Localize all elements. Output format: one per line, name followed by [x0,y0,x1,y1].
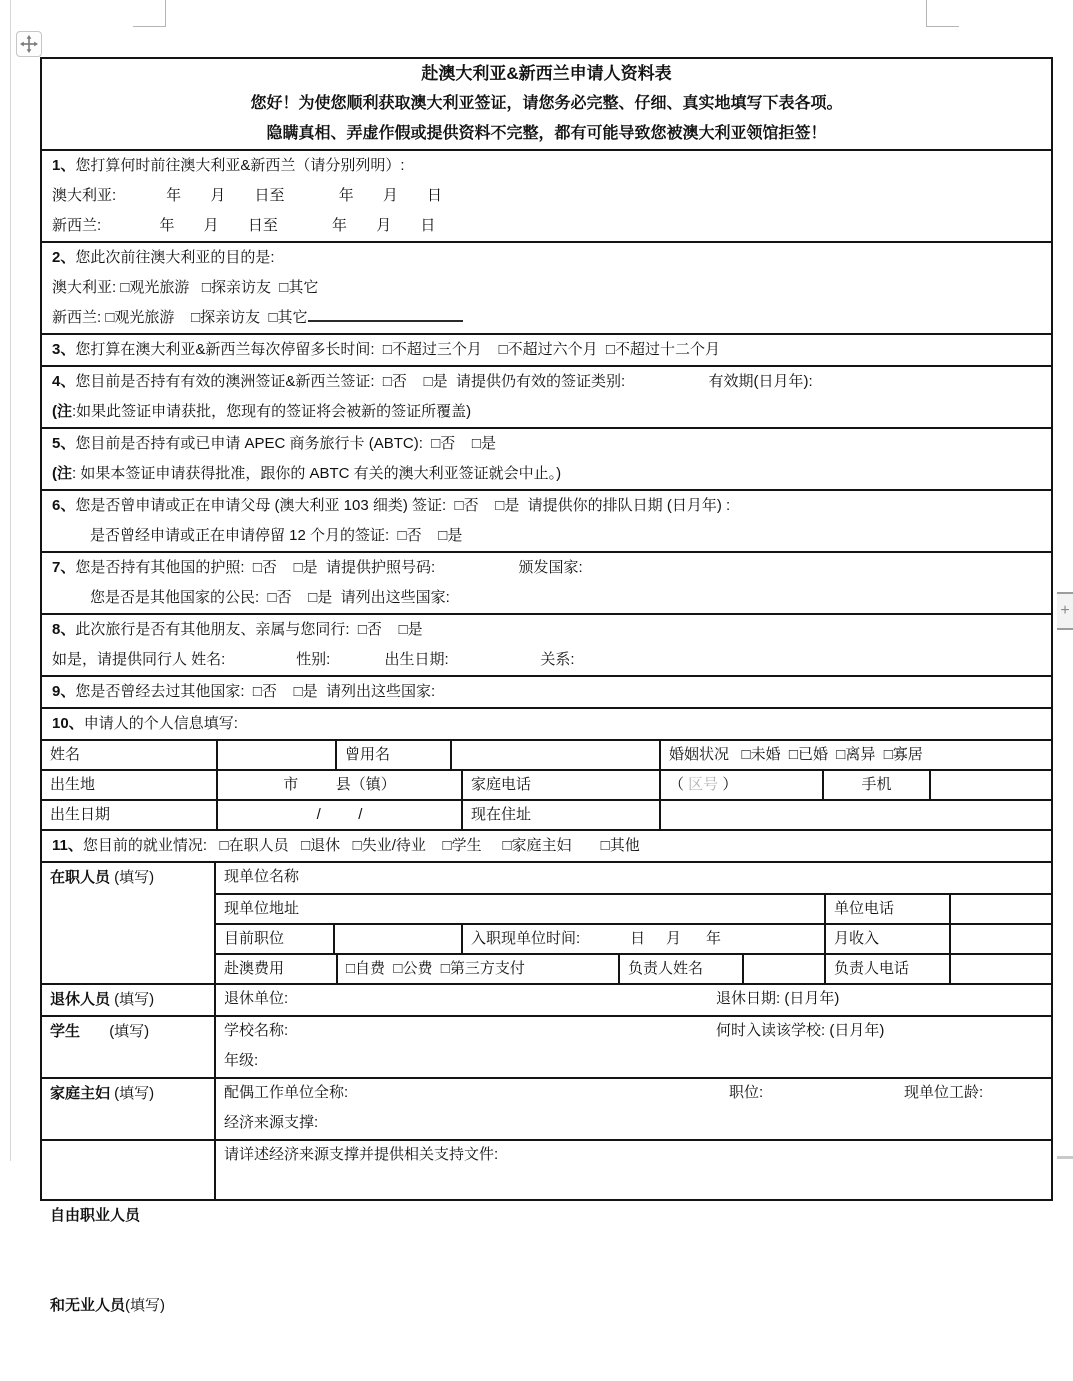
section-9-number: 9、 [52,683,76,700]
section-11-number: 11、 [52,837,83,854]
mobile-label: 手机 [822,771,929,799]
area-code-cell[interactable] [659,771,822,799]
name-label: 姓名 [50,746,81,763]
sponsor-name-label: 负责人姓名 [618,955,742,983]
sponsor-phone-label: 负责人电话 [824,955,949,983]
section-4-question[interactable]: 您目前是否持有有效的澳洲签证&新西兰签证: □否 □是 请提供仍有效的签证类别: 有效期(日月年): [75,373,813,390]
section-5-note-prefix: (注 [52,465,72,482]
section-2-australia-options[interactable]: 澳大利亚: □观光旅游 □探亲访友 □其它 [52,279,319,296]
retired-fill-hint: (填写) [110,991,155,1008]
table-move-handle[interactable] [16,31,42,57]
section-6-question-2[interactable]: 是否曾经申请或正在申请停留 12 个月的签证: □否 □是 [90,527,463,544]
section-11-employment-status [42,829,1051,861]
form-title: 赴澳大利亚&新西兰申请人资料表 [421,64,672,83]
personal-row-birthplace [42,769,1051,799]
start-time-cell[interactable]: 入职现单位时间: 日 月 年 [461,925,824,953]
section-4-note-prefix: (注 [52,403,72,420]
plus-icon: + [1060,602,1070,619]
address-label: 现在住址 [461,801,659,829]
freelancer-label-line2: 和无业人员 [50,1297,126,1314]
personal-row-name [42,739,1051,769]
employed-label: 在职人员 [50,869,111,886]
area-code-paren-open: （ [669,776,689,793]
company-address-label[interactable]: 现单位地址 [224,900,300,917]
employment-retired-block [42,983,1051,1015]
section-10-number: 10、 [52,715,84,732]
income-label: 月收入 [824,925,949,953]
section-3-options[interactable]: 您打算在澳大利亚&新西兰每次停留多长时间: □不超过三个月 □不超过六个月 □不超过十二个月 [75,341,721,358]
section-5-note: : 如果本签证申请获得批准，跟你的 ABTC 有关的澳大利亚签证就会中止。) [72,465,562,482]
section-8-question[interactable]: 此次旅行是否有其他朋友、亲属与您同行: □否 □是 [75,621,423,638]
grade-label[interactable]: 年级: [224,1052,259,1069]
section-8-companion-fields[interactable]: 如是，请提供同行人 姓名: 性别: 出生日期: 关系: [52,651,575,668]
section-6-parent-visa [42,489,1051,551]
section-8-number: 8、 [52,621,76,638]
company-phone-input-cell[interactable] [949,895,1051,923]
section-6-question-1[interactable]: 您是否曾申请或正在申请父母 (澳大利亚 103 细类) 签证: □否 □是 请提供你的排队日期 (日月年) : [75,497,731,514]
visa-application-form-table [40,57,1053,1314]
section-3-stay-duration [42,333,1051,365]
section-1-australia-dates[interactable]: 澳大利亚: 年 月 日至 年 月 日 [52,187,443,204]
income-support-label[interactable]: 经济来源支撑: [224,1114,319,1131]
section-9-question[interactable]: 您是否曾经去过其他国家: □否 □是 请列出这些国家: [75,683,436,700]
section-10-title: 申请人的个人信息填写: [83,715,238,732]
employment-employed-block [42,861,1051,983]
dob-label: 出生日期 [50,806,111,823]
section-1-travel-dates [42,149,1051,241]
section-11-options[interactable]: 您目前的就业情况: □在职人员 □退休 □失业/待业 □学生 □家庭主妇 □其他 [82,837,640,854]
section-4-current-visa [42,365,1051,427]
sponsor-phone-input-cell[interactable] [949,955,1051,983]
freelancer-fill-hint: (填写) [125,1297,166,1314]
form-subtitle-2: 隐瞒真相、弄虚作假或提供资料不完整，都有可能导致您被澳大利亚领馆拒签！ [266,125,827,142]
retired-date-label[interactable]: 退休日期: (日月年) [716,990,840,1007]
retired-unit-label[interactable]: 退休单位: [224,990,289,1007]
section-1-title: 您打算何时前往澳大利亚&新西兰（请分别列明）: [75,157,405,174]
employment-housewife-block [42,1077,1051,1139]
section-2-purpose [42,241,1051,333]
personal-row-dob [42,799,1051,829]
income-input-cell[interactable] [949,925,1051,953]
section-5-abtc [42,427,1051,489]
scrollbar-corner-sliver [1057,1156,1073,1159]
employed-fill-hint: (填写) [110,869,155,886]
city-county-cell[interactable]: 市 县（镇） [216,771,461,799]
section-4-number: 4、 [52,373,76,390]
section-7-question-2[interactable]: 您是否是其他国家的公民: □否 □是 请列出这些国家: [90,589,450,606]
area-code-paren-close: ） [718,776,738,793]
section-3-number: 3、 [52,341,76,358]
section-5-question[interactable]: 您目前是否持有或已申请 APEC 商务旅行卡 (ABTC): □否 □是 [75,435,496,452]
position-label: 目前职位 [224,930,285,947]
trip-cost-label: 赴澳费用 [224,960,285,977]
employment-student-block [42,1015,1051,1077]
section-2-title: 您此次前往澳大利亚的目的是: [75,249,275,266]
mobile-input-cell[interactable] [929,771,1051,799]
text-boundary-cropmark-right [926,0,959,27]
spouse-unit-label[interactable]: 配偶工作单位全称: [224,1084,349,1101]
name-input-cell[interactable] [216,741,335,769]
address-input-cell[interactable] [659,801,1051,829]
freelancer-support-text[interactable]: 请详述经济来源支撑并提供相关支持文件: [224,1146,499,1163]
company-name-label[interactable]: 现单位名称 [224,868,300,885]
company-phone-label: 单位电话 [824,895,949,923]
section-7-question-1[interactable]: 您是否持有其他国的护照: □否 □是 请提供护照号码: 颁发国家: [75,559,583,576]
section-1-number: 1、 [52,157,76,174]
home-phone-label: 家庭电话 [461,771,659,799]
former-name-input-cell[interactable] [450,741,659,769]
marital-status-options[interactable]: 婚姻状况 □未婚 □已婚 □离异 □寡居 [659,741,1051,769]
sponsor-name-input-cell[interactable] [742,955,824,983]
other-purpose-blank[interactable] [308,308,463,322]
scrollbar-split-widget[interactable] [1057,592,1073,630]
student-label: 学生 [50,1023,81,1040]
section-7-number: 7、 [52,559,76,576]
section-2-newzealand-options[interactable]: 新西兰: □观光旅游 □探亲访友 □其它 [52,309,308,326]
section-7-other-passport [42,551,1051,613]
school-name-label[interactable]: 学校名称: [224,1022,289,1039]
spouse-seniority-label[interactable]: 现单位工龄: [904,1084,984,1101]
section-6-number: 6、 [52,497,76,514]
section-10-personal-info-header [42,707,1051,739]
dob-input-cell[interactable]: / / [216,801,461,829]
former-name-label: 曾用名 [335,741,450,769]
spouse-position-label[interactable]: 职位: [729,1084,764,1101]
section-8-companions [42,613,1051,675]
page-edge-line [10,0,11,1161]
birthplace-label: 出生地 [50,776,96,793]
section-5-number: 5、 [52,435,76,452]
form-header [42,59,1051,149]
school-enroll-label[interactable]: 何时入读该学校: (日月年) [716,1022,885,1039]
section-1-newzealand-dates[interactable]: 新西兰: 年 月 日至 年 月 日 [52,217,436,234]
trip-cost-options[interactable]: □自费 □公费 □第三方支付 [336,955,618,983]
section-4-note: :如果此签证申请获批，您现有的签证将会被新的签证所覆盖) [72,403,472,420]
employment-freelancer-block [42,1139,1051,1314]
text-boundary-cropmark-left [133,0,166,27]
student-fill-hint: (填写) [80,1023,150,1040]
form-subtitle-1: 您好！为使您顺利获取澳大利亚签证，请您务必完整、仔细、真实地填写下表各项。 [250,95,843,112]
housewife-fill-hint: (填写) [110,1085,155,1102]
position-input-cell[interactable] [333,925,461,953]
section-2-number: 2、 [52,249,76,266]
housewife-label: 家庭主妇 [50,1085,111,1102]
section-9-visited-countries [42,675,1051,707]
freelancer-label-line1: 自由职业人员 [50,1207,141,1224]
area-code-placeholder: 区号 [688,776,719,793]
move-cross-icon [20,35,38,53]
retired-label: 退休人员 [50,991,111,1008]
